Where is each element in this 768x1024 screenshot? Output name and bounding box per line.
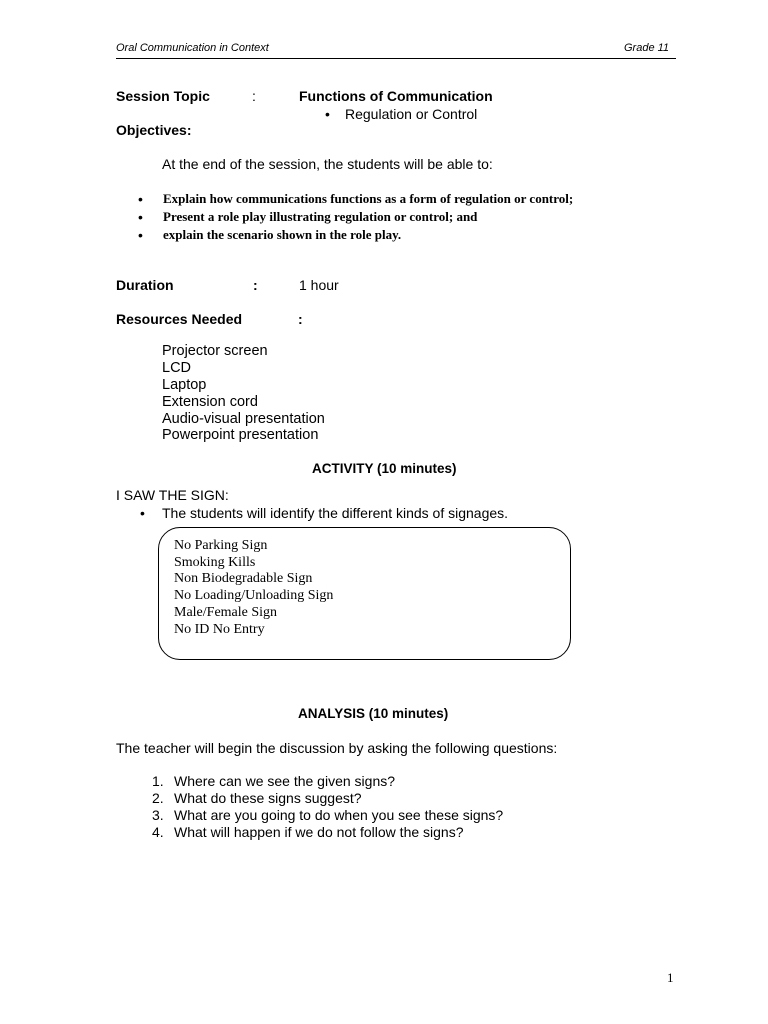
header-rule <box>116 58 676 59</box>
sign-item: Male/Female Sign <box>174 605 278 620</box>
question-text: What do these signs suggest? <box>174 790 362 806</box>
resources-colon: : <box>298 311 303 327</box>
analysis-heading: ANALYSIS (10 minutes) <box>298 706 449 721</box>
bullet-icon: • <box>138 191 143 207</box>
resources-label: Resources Needed <box>116 311 243 327</box>
resource-item: Powerpoint presentation <box>162 427 319 443</box>
header-left: Oral Communication in Context <box>116 42 269 54</box>
question-number: 4. <box>152 824 164 840</box>
question-number: 2. <box>152 790 164 806</box>
session-topic-value: Functions of Communication <box>299 88 493 104</box>
sign-item: No Parking Sign <box>174 538 268 553</box>
page-number: 1 <box>667 970 674 985</box>
question-text: What are you going to do when you see these signs? <box>174 807 504 823</box>
activity-heading: ACTIVITY (10 minutes) <box>312 461 457 476</box>
session-topic-sub: Regulation or Control <box>345 106 478 122</box>
bullet-icon: • <box>138 209 143 225</box>
question-number: 3. <box>152 807 164 823</box>
objective-item: Explain how communications functions as a form of regulation or control; <box>163 191 574 206</box>
resource-item: Extension cord <box>162 394 258 410</box>
sign-item: Smoking Kills <box>174 555 256 570</box>
resource-item: LCD <box>162 360 192 376</box>
header-right: Grade 11 <box>624 42 670 54</box>
sign-item: No ID No Entry <box>174 622 265 637</box>
bullet-icon: • <box>325 106 330 122</box>
sign-item: Non Biodegradable Sign <box>174 571 313 586</box>
resource-item: Projector screen <box>162 343 268 359</box>
bullet-icon: • <box>140 505 145 521</box>
question-text: What will happen if we do not follow the signs? <box>174 824 464 840</box>
resource-item: Audio-visual presentation <box>162 411 325 427</box>
question-number: 1. <box>152 773 164 789</box>
duration-colon: : <box>253 277 258 293</box>
duration-label: Duration <box>116 277 174 293</box>
activity-bullet-text: The students will identify the different kinds of signages. <box>162 505 509 521</box>
session-topic-colon: : <box>252 88 256 104</box>
objective-item: explain the scenario shown in the role play. <box>163 227 402 242</box>
activity-title: I SAW THE SIGN: <box>116 487 229 503</box>
objective-item: Present a role play illustrating regulation or control; and <box>163 209 478 224</box>
question-text: Where can we see the given signs? <box>174 773 396 789</box>
resource-item: Laptop <box>162 377 207 393</box>
objectives-intro: At the end of the session, the students will be able to: <box>162 156 493 172</box>
objectives-label: Objectives: <box>116 122 192 138</box>
duration-value: 1 hour <box>299 277 339 293</box>
analysis-intro: The teacher will begin the discussion by asking the following questions: <box>116 740 558 756</box>
bullet-icon: • <box>138 227 143 243</box>
session-topic-label: Session Topic <box>116 88 210 104</box>
sign-item: No Loading/Unloading Sign <box>174 588 334 603</box>
